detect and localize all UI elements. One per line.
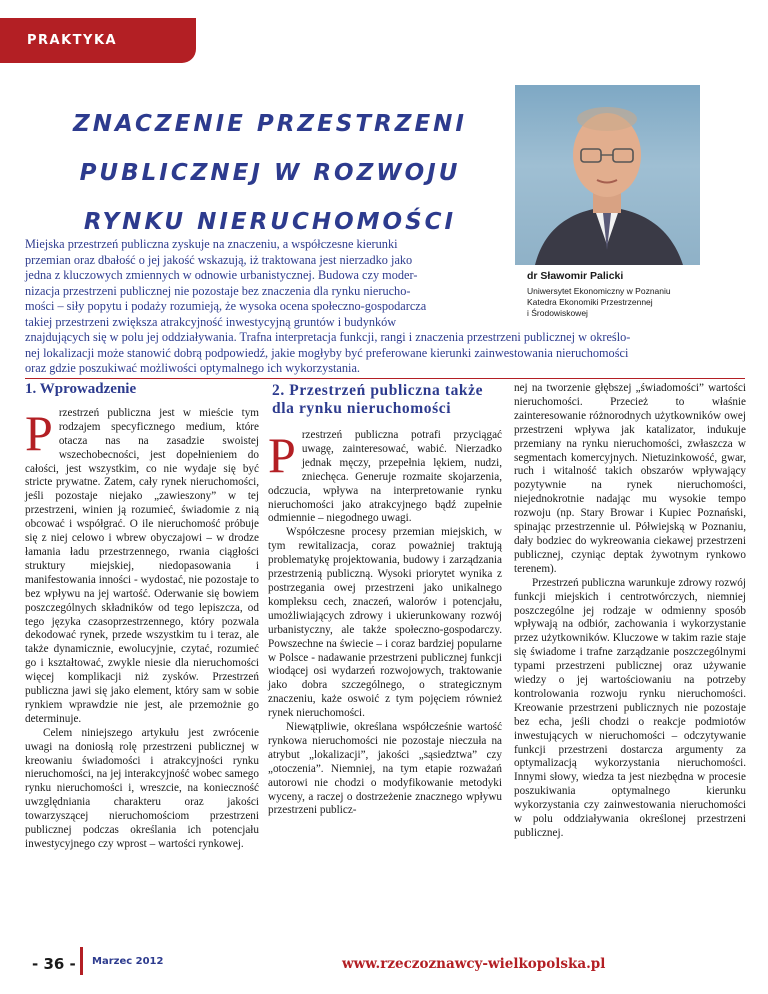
paragraph — [268, 429, 502, 526]
affiliation-line: Katedra Ekonomiki Przestrzennej — [527, 297, 653, 307]
title-line: PUBLICZNEJ W ROZWOJU — [79, 160, 461, 186]
author-name: dr Sławomir Palicki — [527, 270, 624, 282]
divider — [25, 378, 745, 379]
paragraph: Niewątpliwie, określana współcześnie wartość rynkowa nieruchomości nie pozostaje nieczuła na atrybut „lokalizacji”, jakości „sąsiedztwa” czy „otoczenia”. Niemniej, na tym etapie rozważań autorowi nie chodzi o modyfikowanie metodyki wyceny, a raczej o dostrzeżenie znacznego wpływu przestrzeni publicz- — [268, 721, 502, 817]
lead-line: takiej przestrzeni zwiększa atrakcyjność inwestycyjną gruntów i budynków — [25, 314, 397, 329]
paragraph: Przestrzeń publiczna warunkuje zdrowy rozwój funkcji miejskich i centrotwórczych, niemniej poszczególne jej rodzaje w odmienny sposób wpływają na odbiór, zachowania i wykorzystanie przez użytkowników. Kluczowe w takim razie staje się świadome i trafne zarządzanie poszczególnymi typami przestrzeni publicznej oraz używanie wiedzy o jej wartościowaniu na potrzeby kontrolowania rozwoju rynku nieruchomości. Kreowanie przestrzeni publicznych nie pozostaje bez echa, jeśli chodzi o reakcje podmiotów inwestujących w nieruchomości – odczytywanie funkcji przestrzeni dostarcza argumenty za optymalizacją wykorzystania nieruchomości. Innymi słowy, wiedza ta jest niezbędna w procesie poszukiwania optymalnego kierunku wykorzystania czy zainwestowania nieruchomości w polu oddziaływania określonej przestrzeni publicznej. — [514, 576, 746, 839]
column-1 — [25, 382, 259, 852]
section-label: PRAKTYKA — [27, 33, 118, 48]
lead-line: nej lokalizacji może stanowić dobrą podpowiedź, jakie mogłyby być preferowane kierunki zainwestowania nieruchomości — [25, 345, 629, 360]
column-2 — [268, 382, 502, 818]
footer-divider — [80, 947, 83, 975]
paragraph-text: rzestrzeń publiczna potrafi przyciągać uwagę, zainteresować, wabić. Nierzadko jednak męczy, przepełnia lękiem, nudzi, zniechęca. Generuje rozmaite skojarzenia, odczucia, wpływa na interpretowanie rynku nieruchomości jako atrakcyjnego bądź zupełnie odmiennie – niegodnego uwagi. — [268, 429, 502, 525]
lead-line: przemian oraz dbałość o jej jakość wskazują, iż traktowana jest nierzadko jako — [25, 252, 413, 267]
article-title — [60, 100, 480, 247]
paragraph: Celem niniejszego artykułu jest zwrócenie uwagi na doniosłą rolę przestrzeni publicznej w kreowaniu świadomości i atrakcyjności rynku nieruchomości, na jej interakcyjność wobec samego rynku nieruchomości i, wreszcie, na konieczność uwzględniania charakteru oraz jakości towarzyszącej nieruchomościom przestrzeni publicznej podczas określania ich potencjału inwestycyjnego czy wprost – wartości rynkowej. — [25, 726, 259, 850]
page-number: - 36 - — [32, 955, 76, 973]
paragraph — [25, 404, 259, 727]
section-heading: 2. Przestrzeń publiczna także dla rynku nieruchomości — [272, 382, 484, 417]
affiliation-line: i Środowiskowej — [527, 308, 588, 318]
drop-cap: P — [25, 404, 53, 461]
section-heading: 1. Wprowadzenie — [25, 381, 137, 397]
title-line: RYNKU NIERUCHOMOŚCI — [83, 209, 457, 235]
column-3 — [514, 382, 746, 841]
lead-line: znajdujących się w polu jej oddziaływania. Trafna interpretacja funkcji, rangi i znaczenia przestrzeni publicznej w określo- — [25, 330, 631, 344]
drop-cap: P — [268, 427, 296, 483]
section-tab — [0, 18, 196, 63]
lead-line: nizacja przestrzeni publicznej nie pozostaje bez znaczenia dla rynku nierucho- — [25, 283, 411, 298]
lead-line: jedna z kluczowych zmiennych w odnowie urbanistycznej. Budowa czy moder- — [25, 268, 418, 282]
lead-paragraph — [25, 237, 747, 377]
paragraph-text: rzestrzeń publiczna jest w mieście tym rodzajem specyficznego medium, które otacza nas na zasadzie swoistej wszechobecności, jest dopełnieniem do całości, jest wszystkim, co nie wydaje się być stricte prywatne. Zatem, cały rynek nieruchomości, jeśli pozostaje niejako „zawieszony” w tej przestrzeni, winien ją rozumieć, świadomie z nią obcować i współgrać. O ile nieruchomość próbuje się z niej celowo i wbrew obyczajowi – w drodze łamania ładu przestrzennego, rwania ciągłości struktury miejskiej, niedopasowania i manifestowania inności - wydostać, nie pozostaje to bez wpływu na jej wartość. Oderwanie się bowiem poszczególnych składników od tego lepiszcza, od tego języka czasoprzestrzennego, który pozwala dekodować rynek, przede wszystkim tu i teraz, ale także dynamicznie, ewolucyjnie, czytać, rozumieć go i kształtować, zwykle niesie dla nieruchomości więcej komplikacji niż zysków. Przestrzeń publiczna jawi się jako element, który sam w sobie rynkiem wprawdzie nie jest, ale przemożnie go determinuje. — [25, 406, 259, 725]
lead-line: Miejska przestrzeń publiczna zyskuje na znaczeniu, a współczesne kierunki — [25, 237, 398, 251]
issue-date: Marzec 2012 — [92, 956, 164, 967]
paragraph: Współczesne procesy przemian miejskich, w tym rewitalizacja, coraz poważniej traktują problematykę projektowania, budowy i zarządzania przestrzenią publiczną. Wysoki priorytet wynika z postrzegania owej przestrzeni jako unikalnego kompleksu cech, znaczeń, walorów i potencjału, umożliwiających zdrowy i ukierunkowany rozwój urbanistyczny, ale także społeczno-gospodarczy. Powszechne na świecie – i coraz bardziej popularne w Polsce - nadawanie przestrzeni publicznej funkcji wiodącej osi wydarzeń rozwojowych, traktowanie jako dobra szczególnego, o strategicznym znaczeniu, każe oswoić z tym pojęciem również rynek nieruchomości. — [268, 526, 502, 720]
paragraph: nej na tworzenie głębszej „świadomości” wartości nieruchomości. Przecież to właśnie zainteresowanie różnorodnych użytkowników owej przestrzeni wpływa jak katalizator, indukuje przemiany na rynku nieruchomości, zwłaszcza w segmentach komercyjnych. Nietuzinkowość, gwar, ruch i witalność takich obszarów wpływający pozytywnie na rynek nieruchomości, niejednokrotnie nadając mu wysokie tempo rozwoju (np. Stary Browar i Kupiec Poznański, spinając przestrzennie ul. Półwiejską w Poznaniu, dały bodziec do wykreowania ciekawej przestrzeni publicznej, czyniąc deptak żywotnym rynkowo terenem). — [514, 382, 746, 575]
website-url[interactable]: www.rzeczoznawcy-wielkopolska.pl — [342, 956, 606, 972]
lead-line: mości – siły popytu i podaży rozumieją, że wysoka ocena społeczno-gospodarcza — [25, 299, 427, 313]
lead-line: oraz gdzie poszukiwać możliwości optymalnego ich wykorzystania. — [25, 361, 360, 375]
title-line: ZNACZENIE PRZESTRZENI — [73, 111, 467, 137]
affiliation-line: Uniwersytet Ekonomiczny w Poznaniu — [527, 286, 671, 296]
